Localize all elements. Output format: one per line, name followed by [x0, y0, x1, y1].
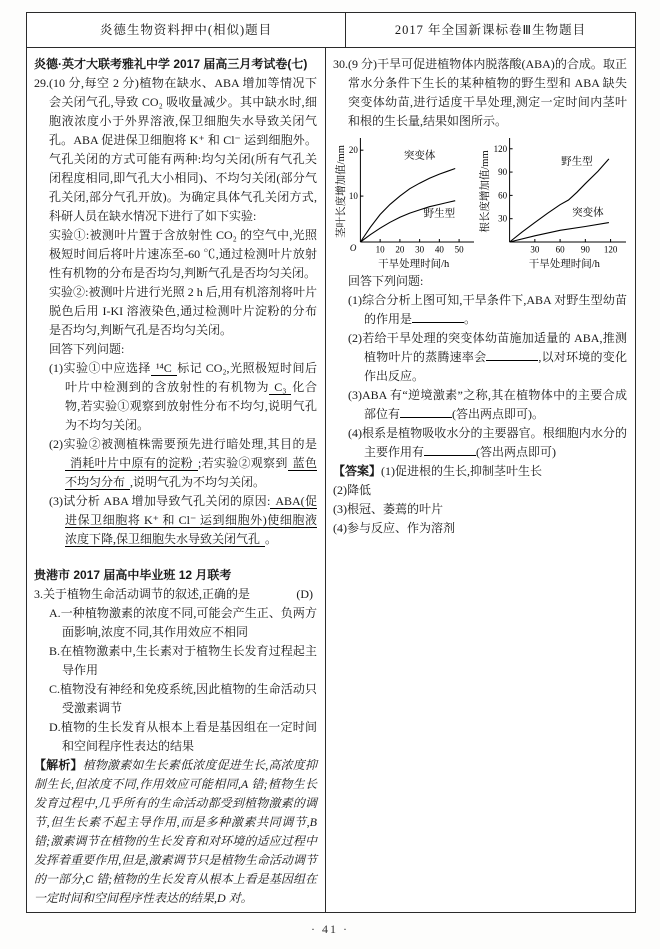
comparison-table: [26, 12, 636, 913]
table-body-row: [27, 48, 635, 912]
analysis-label: 【解析】: [34, 758, 83, 772]
answer-text: (1)促进根的生长,抑制茎叶生长: [381, 464, 543, 478]
q30-answer-prompt: 回答下列问题:: [348, 274, 424, 288]
q30-sub2: [348, 329, 627, 386]
svg-text:30: 30: [498, 213, 508, 224]
filled-answer-blank: 蓝色不均匀分布: [65, 456, 317, 489]
question-text: (2)若给干旱处理的突变体幼苗施加适量的 ABA,推测植物叶片的蒸腾速率会: [348, 331, 627, 364]
svg-text:40: 40: [434, 244, 444, 255]
question-text: (4)根系是植物吸收水分的主要器官。根细胞内水分的主要作用有: [348, 426, 627, 459]
svg-text:120: 120: [603, 244, 618, 255]
question-text: (答出两点即可)。: [452, 407, 545, 421]
svg-text:突变体: 突变体: [403, 150, 436, 162]
svg-text:干旱处理时间/h: 干旱处理时间/h: [378, 259, 450, 270]
filled-answer-blank: C₃: [269, 380, 291, 395]
svg-text:干旱处理时间/h: 干旱处理时间/h: [528, 259, 600, 270]
answer-line-1: [333, 462, 627, 481]
svg-text:野生型: 野生型: [423, 208, 456, 220]
q30-sub1: [348, 291, 627, 329]
right-column-header: 2017 年全国新课标卷Ⅲ生物题目: [345, 13, 635, 47]
page-number: · 41 ·: [311, 922, 349, 936]
question-text: (3)ABA 有“逆境激素”之称,其在植物体中的主要合成部位有: [348, 388, 627, 421]
q3-option-b: B.在植物激素中,生长素对于植物生长发育过程起主导作用: [49, 644, 317, 677]
q3-stem-line: [34, 585, 317, 604]
svg-text:10: 10: [375, 244, 385, 255]
q3-option-c: C.植物没有神经和免疫系统,因此植物的生命活动只受激素调节: [49, 682, 317, 715]
svg-text:60: 60: [498, 190, 508, 201]
empty-answer-blank: [424, 443, 476, 456]
q3-stem: 3.关于植物生命活动调节的叙述,正确的是: [34, 587, 251, 601]
question-text: ,以对环境的变化作出反应。: [364, 350, 627, 383]
q3-option-a: A.一种植物激素的浓度不同,可能会产生正、负两方面影响,浓度不同,其作用效应不相同: [49, 606, 317, 639]
answer-line-4: (4)参与反应、作为溶剂: [333, 521, 455, 535]
section-spacer: [34, 549, 317, 566]
answer-label: 【答案】: [333, 464, 382, 478]
left-column-header: 炎德生物资料押中(相似)题目: [99, 22, 273, 37]
q3-correct-answer: (D): [296, 587, 313, 601]
q29-experiment-2: 实验②:被测叶片进行光照 2 h 后,用有机溶剂将叶片脱色后用 I-KI 溶液染色,通过检测叶片淀粉的分布是否均匀,判断气孔是否均匀关闭。: [49, 285, 317, 337]
filled-answer-blank: 消耗叶片中原有的淀粉: [65, 456, 198, 471]
svg-text:10: 10: [348, 191, 358, 202]
chart-root-growth: [479, 134, 627, 270]
question-text: (3)试分析 ABA 增加导致气孔关闭的原因:: [49, 494, 271, 508]
figure-pair: [335, 134, 627, 270]
question-text: (1)实验①中应选择: [49, 361, 151, 375]
q29-sub2: [49, 435, 317, 492]
empty-answer-blank: [400, 405, 452, 418]
left-column: [27, 48, 325, 912]
svg-text:90: 90: [498, 167, 508, 178]
svg-text:20: 20: [395, 244, 405, 255]
answer-line-2: (2)降低: [333, 483, 371, 497]
svg-text:60: 60: [555, 244, 565, 255]
q30-intro: 30.(9 分)干旱可促进植物体内脱落酸(ABA)的合成。取正常水分条件下生长的某种植物的野生型和 ABA 缺失突变体幼苗,进行适度干旱处理,测定一定时间内茎叶和根的生长量,结果如图所示。: [333, 57, 627, 128]
analysis-paragraph: [34, 756, 317, 908]
svg-text:90: 90: [580, 244, 590, 255]
svg-text:突变体: 突变体: [572, 207, 604, 219]
analysis-text: 植物激素如生长素低浓度促进生长,高浓度抑制生长,但浓度不同,作用效应可能相同,A 错;植物生长发育过程中,几乎所有的生命活动都受到植物激素的调节,但生长素不起主导作用,而是多种激素共同调节,B 错;激素调节在植物的生长发育和对环境的适应过程中发挥着重要作用,但是,激素调节只是植物生命活动调节的一部分,C 错;植物的生长发育从根本上看是基因组在一定时间和空间程序性表达的结果,D 对。: [34, 758, 317, 905]
question-text: 。: [464, 312, 477, 326]
svg-text:30: 30: [415, 244, 425, 255]
answer-line-3: (3)根冠、萎蔫的叶片: [333, 502, 443, 516]
table-header-row: [27, 13, 635, 48]
question-text: (答出两点即可): [476, 445, 557, 459]
right-column: [325, 48, 635, 912]
q3-option-d: D.植物的生长发育从根本上看是基因组在一定时间和空间程序性表达的结果: [49, 720, 317, 753]
svg-text:20: 20: [348, 145, 358, 156]
q29-intro: 29.(10 分,每空 2 分)植物在缺水、ABA 增加等情况下会关闭气孔,导致 CO₂ 吸收量减少。其中缺水时,细胞液浓度小于外界溶液,保卫细胞失水导致关闭气孔。ABA 促进保卫细胞将 K⁺ 和 Cl⁻ 运到细胞外。气孔关闭的方式可能有两种:均匀关闭(所有气孔关闭程度相同,即气孔大小相同)、不均匀关闭(部分气孔关闭,部分气孔开放)。为确定具体气孔关闭方式,科研人员在缺水情况下进行了如下实验:: [34, 76, 317, 223]
q30-sub4: [348, 424, 627, 462]
q30-sub3: [348, 386, 627, 424]
filled-answer-blank: ¹⁴C: [151, 361, 177, 376]
q29-answer-prompt: 回答下列问题:: [49, 342, 125, 356]
question-text: 。: [265, 532, 278, 546]
empty-answer-blank: [412, 310, 464, 323]
svg-text:根长度增加值/mm: 根长度增加值/mm: [480, 150, 491, 233]
question-text: ,说明气孔为不均匀关闭。: [130, 475, 266, 489]
exam2-title: 贵港市 2017 届高中毕业班 12 月联考: [34, 568, 232, 582]
question-text: 化合物,若实验①观察到放射性分布不均匀,说明气孔为不均匀关闭。: [65, 380, 317, 432]
svg-text:50: 50: [454, 244, 464, 255]
svg-text:120: 120: [493, 143, 508, 154]
q29-sub1: [49, 359, 317, 435]
svg-text:茎叶长度增加值/mm: 茎叶长度增加值/mm: [336, 145, 347, 238]
filled-answer-blank: ABA(促进保卫细胞将 K⁺ 和 Cl⁻ 运到细胞外)使细胞液浓度下降,保卫细胞失水导致关闭气孔: [65, 494, 317, 546]
chart-stem-leaf-growth: [335, 134, 475, 270]
q29-sub3: [49, 492, 317, 549]
exam1-title: 炎德·英才大联考雅礼中学 2017 届高三月考试卷(七): [34, 57, 308, 71]
question-text: 标记 CO₂,光照极短时间后叶片中检测到的含放射性的有机物为: [65, 361, 317, 394]
svg-text:O: O: [349, 243, 357, 253]
q29-experiment-1: 实验①:被测叶片置于含放射性 CO₂ 的空气中,光照极短时间后将叶片速冻至-60 ℃,通过检测叶片放射性有机物的分布是否均匀,判断气孔是否均匀关闭。: [49, 228, 317, 280]
svg-text:野生型: 野生型: [561, 156, 593, 168]
question-text: ;若实验②观察到: [197, 456, 288, 470]
svg-text:30: 30: [530, 244, 540, 255]
question-text: (1)综合分析上图可知,干旱条件下,ABA 对野生型幼苗的作用是: [348, 293, 627, 326]
empty-answer-blank: [486, 348, 538, 361]
question-text: (2)实验②被测植株需要预先进行暗处理,其目的是: [49, 437, 317, 451]
